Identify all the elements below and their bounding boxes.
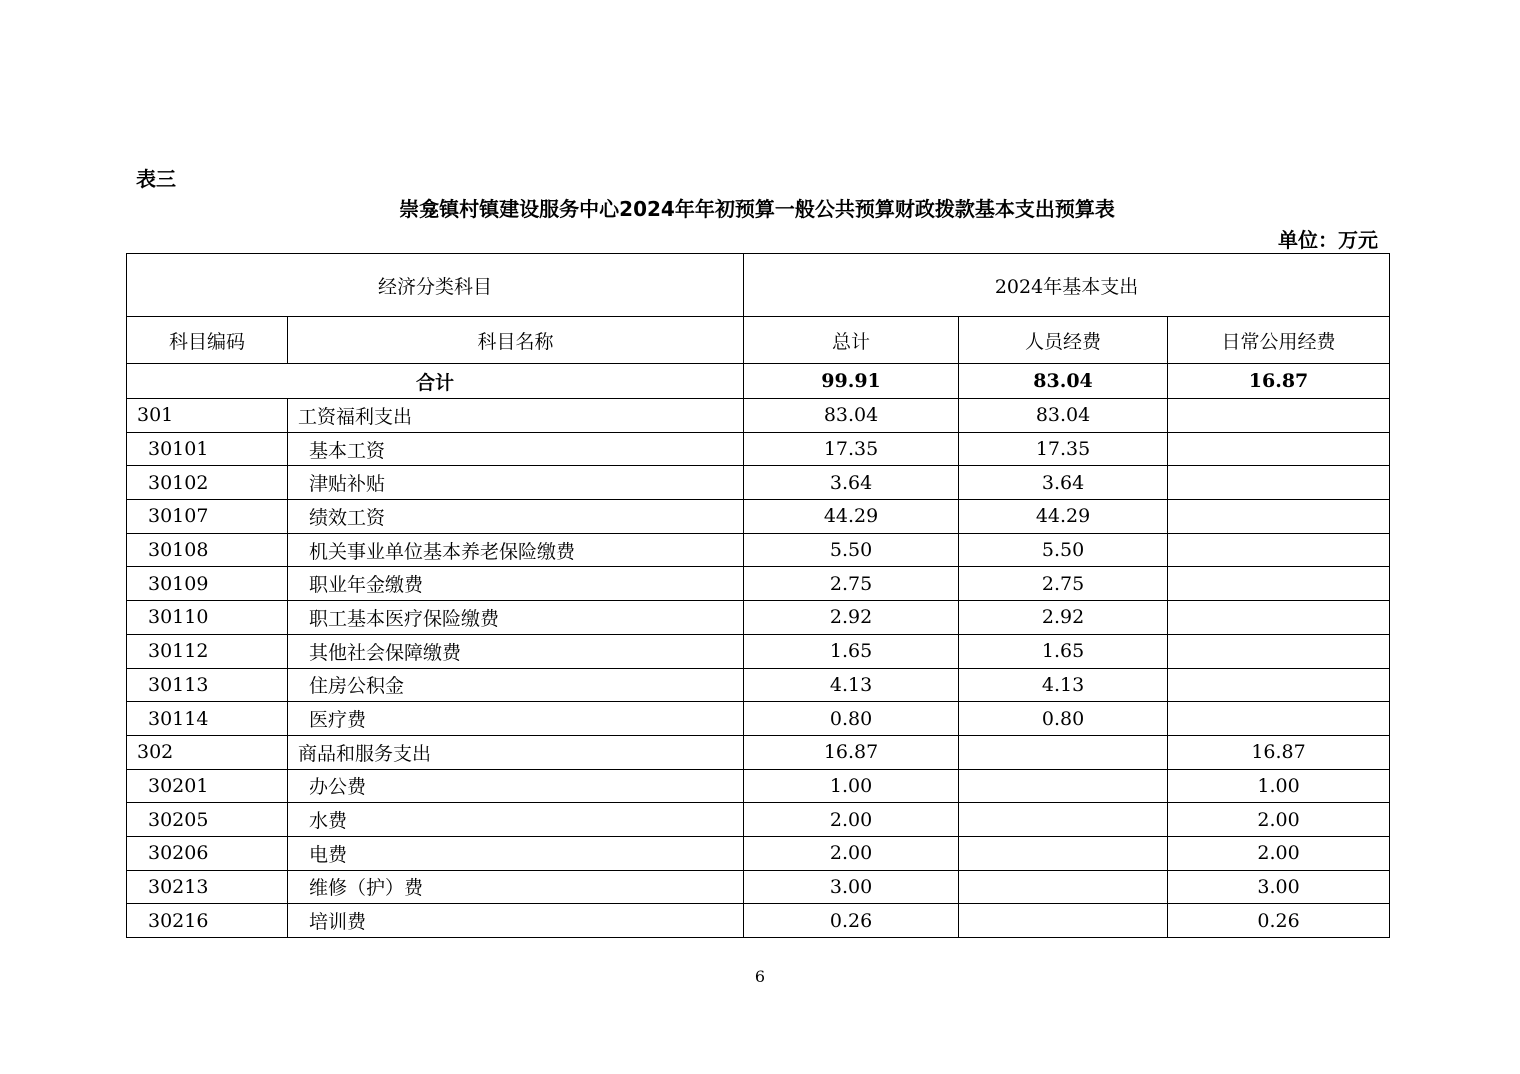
cell-name: 其他社会保障缴费 (288, 634, 744, 668)
total-total: 99.91 (744, 364, 959, 399)
cell-total: 2.75 (744, 567, 959, 601)
header-name: 科目名称 (288, 317, 744, 364)
cell-code: 30216 (127, 904, 288, 938)
cell-public: 1.00 (1168, 769, 1390, 803)
header-total: 总计 (744, 317, 959, 364)
cell-name: 津贴补贴 (288, 466, 744, 500)
cell-public (1168, 432, 1390, 466)
cell-total: 1.65 (744, 634, 959, 668)
cell-name: 绩效工资 (288, 500, 744, 534)
header-basic-expenditure: 2024年基本支出 (744, 254, 1390, 317)
cell-code: 30102 (127, 466, 288, 500)
cell-total: 17.35 (744, 432, 959, 466)
header-group-row (127, 254, 1390, 317)
header-code: 科目编码 (127, 317, 288, 364)
cell-name: 培训费 (288, 904, 744, 938)
cell-personnel: 5.50 (959, 533, 1168, 567)
cell-public (1168, 533, 1390, 567)
unit-label: 单位：万元 (1278, 228, 1378, 252)
cell-total: 0.26 (744, 904, 959, 938)
cell-public (1168, 668, 1390, 702)
cell-personnel: 4.13 (959, 668, 1168, 702)
table-row (127, 836, 1390, 870)
cell-public (1168, 601, 1390, 635)
cell-code: 301 (127, 399, 288, 433)
cell-public: 0.26 (1168, 904, 1390, 938)
cell-code: 30110 (127, 601, 288, 635)
cell-personnel: 83.04 (959, 399, 1168, 433)
cell-public (1168, 466, 1390, 500)
cell-code: 302 (127, 735, 288, 769)
cell-public: 2.00 (1168, 836, 1390, 870)
table-row (127, 702, 1390, 736)
document-title: 崇龛镇村镇建设服务中心2024年年初预算一般公共预算财政拨款基本支出预算表 (399, 197, 1115, 221)
cell-name: 基本工资 (288, 432, 744, 466)
table-row (127, 432, 1390, 466)
total-label: 合计 (127, 364, 744, 399)
cell-name: 办公费 (288, 769, 744, 803)
table-row (127, 533, 1390, 567)
cell-total: 83.04 (744, 399, 959, 433)
cell-personnel: 44.29 (959, 500, 1168, 534)
cell-total: 2.00 (744, 836, 959, 870)
cell-code: 30201 (127, 769, 288, 803)
cell-code: 30113 (127, 668, 288, 702)
cell-personnel (959, 803, 1168, 837)
cell-code: 30107 (127, 500, 288, 534)
cell-code: 30114 (127, 702, 288, 736)
total-public: 16.87 (1168, 364, 1390, 399)
table-row (127, 634, 1390, 668)
cell-total: 5.50 (744, 533, 959, 567)
cell-total: 4.13 (744, 668, 959, 702)
cell-personnel: 2.75 (959, 567, 1168, 601)
cell-public: 16.87 (1168, 735, 1390, 769)
cell-public (1168, 634, 1390, 668)
cell-personnel (959, 769, 1168, 803)
table-row (127, 466, 1390, 500)
cell-total: 1.00 (744, 769, 959, 803)
cell-personnel (959, 836, 1168, 870)
table-row (127, 567, 1390, 601)
cell-code: 30206 (127, 836, 288, 870)
cell-name: 职工基本医疗保险缴费 (288, 601, 744, 635)
cell-name: 职业年金缴费 (288, 567, 744, 601)
table-label: 表三 (136, 167, 176, 191)
table-row (127, 769, 1390, 803)
cell-personnel: 17.35 (959, 432, 1168, 466)
header-economic-category: 经济分类科目 (127, 254, 744, 317)
header-personnel: 人员经费 (959, 317, 1168, 364)
cell-name: 医疗费 (288, 702, 744, 736)
page-number: 6 (754, 967, 766, 986)
cell-total: 2.92 (744, 601, 959, 635)
cell-personnel (959, 904, 1168, 938)
cell-personnel: 0.80 (959, 702, 1168, 736)
cell-total: 3.64 (744, 466, 959, 500)
cell-total: 44.29 (744, 500, 959, 534)
cell-name: 维修（护）费 (288, 870, 744, 904)
budget-table (126, 253, 1390, 938)
cell-name: 工资福利支出 (288, 399, 744, 433)
table-row (127, 904, 1390, 938)
table-row (127, 870, 1390, 904)
cell-personnel: 3.64 (959, 466, 1168, 500)
table-row (127, 500, 1390, 534)
cell-code: 30101 (127, 432, 288, 466)
table-row (127, 601, 1390, 635)
cell-public: 3.00 (1168, 870, 1390, 904)
cell-total: 16.87 (744, 735, 959, 769)
cell-code: 30108 (127, 533, 288, 567)
cell-name: 电费 (288, 836, 744, 870)
table-row (127, 735, 1390, 769)
cell-public (1168, 500, 1390, 534)
table-row (127, 399, 1390, 433)
cell-name: 住房公积金 (288, 668, 744, 702)
cell-code: 30205 (127, 803, 288, 837)
cell-personnel: 2.92 (959, 601, 1168, 635)
total-row (127, 364, 1390, 399)
header-public: 日常公用经费 (1168, 317, 1390, 364)
cell-public (1168, 567, 1390, 601)
table-row (127, 668, 1390, 702)
cell-total: 2.00 (744, 803, 959, 837)
total-personnel: 83.04 (959, 364, 1168, 399)
header-column-row (127, 317, 1390, 364)
table-row (127, 803, 1390, 837)
cell-total: 3.00 (744, 870, 959, 904)
cell-name: 机关事业单位基本养老保险缴费 (288, 533, 744, 567)
cell-public (1168, 702, 1390, 736)
cell-name: 水费 (288, 803, 744, 837)
cell-total: 0.80 (744, 702, 959, 736)
cell-name: 商品和服务支出 (288, 735, 744, 769)
cell-code: 30109 (127, 567, 288, 601)
cell-personnel: 1.65 (959, 634, 1168, 668)
cell-personnel (959, 735, 1168, 769)
cell-public: 2.00 (1168, 803, 1390, 837)
cell-personnel (959, 870, 1168, 904)
cell-public (1168, 399, 1390, 433)
cell-code: 30213 (127, 870, 288, 904)
cell-code: 30112 (127, 634, 288, 668)
